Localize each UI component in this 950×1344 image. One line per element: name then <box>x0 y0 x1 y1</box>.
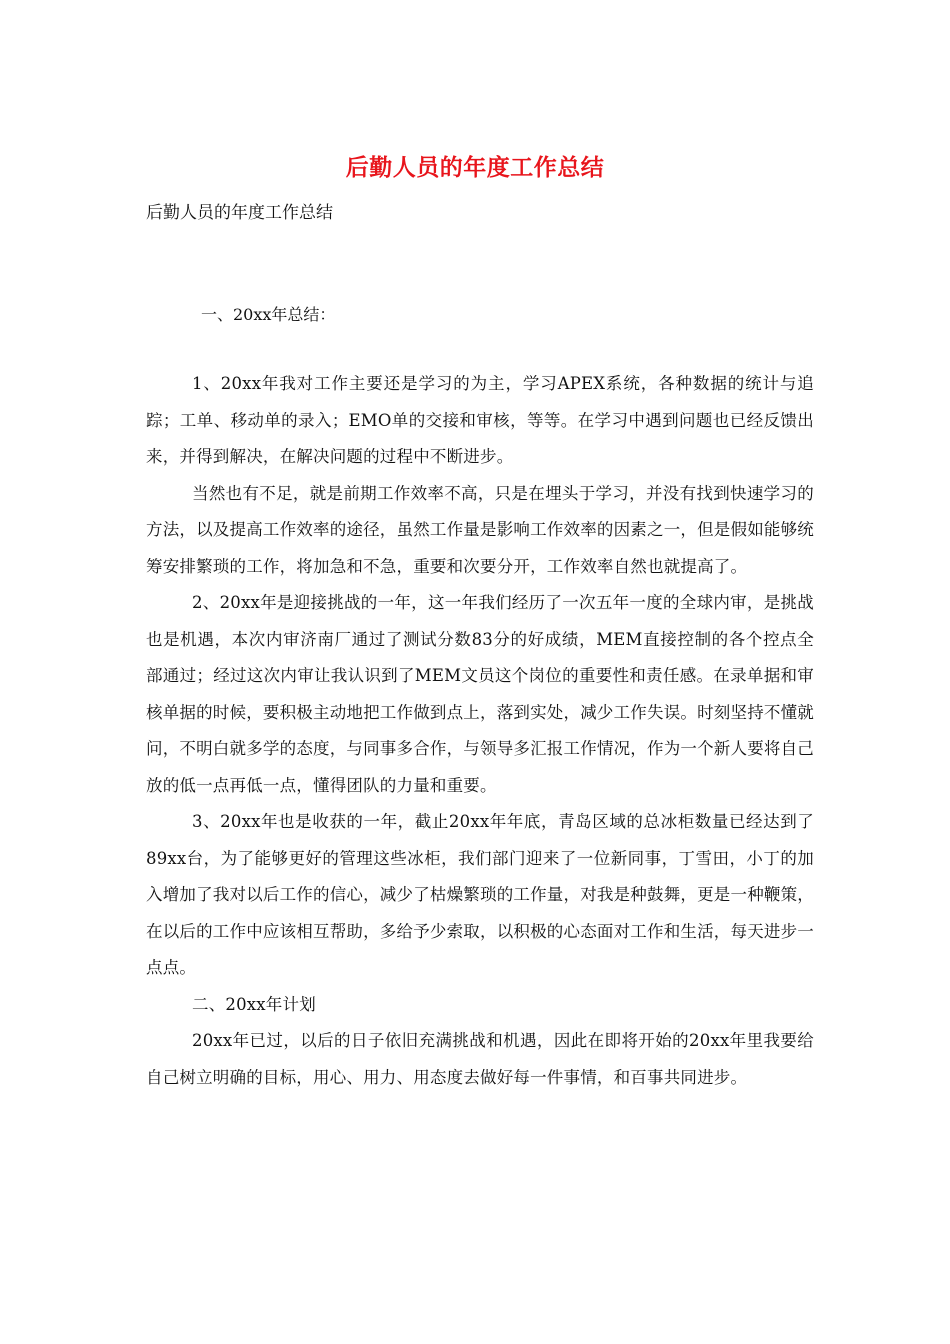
paragraph-4: 3、20xx年也是收获的一年，截止20xx年年底，青岛区域的总冰柜数量已经达到了89xx台，为了能够更好的管理这些冰柜，我们部门迎来了一位新同事，丁雪田，小丁的加入增加了我对以后工作的信心，减少了枯燥繁琐的工作量，对我是种鼓舞，更是一种鞭策，在以后的工作中应该相互帮助，多给予少索取，以积极的心态面对工作和生活，每天进步一点点。 <box>146 812 814 977</box>
paragraph-1: 1、20xx年我对工作主要还是学习的为主，学习APEX系统，各种数据的统计与追踪；工单、移动单的录入；EMO单的交接和审核，等等。在学习中遇到问题也已经反馈出来，并得到解决，在解决问题的过程中不断进步。 <box>146 374 814 466</box>
paragraph-2: 当然也有不足，就是前期工作效率不高，只是在埋头于学习，并没有找到快速学习的方法，以及提高工作效率的途径，虽然工作量是影响工作效率的因素之一，但是假如能够统筹安排繁琐的工作，将加急和不急，重要和次要分开，工作效率自然也就提高了。 <box>146 483 814 576</box>
section-heading-summary: 一、20xx年总结： <box>201 305 336 324</box>
document-title: 后勤人员的年度工作总结 <box>345 154 605 181</box>
document-subtitle: 后勤人员的年度工作总结 <box>146 203 333 223</box>
document-body <box>146 366 814 1096</box>
paragraph-3: 2、20xx年是迎接挑战的一年，这一年我们经历了一次五年一度的全球内审，是挑战也是机遇，本次内审济南厂通过了测试分数83分的好成绩，MEM直接控制的各个控点全部通过；经过这次内审让我认识到了MEM文员这个岗位的重要性和责任感。在录单据和审核单据的时候，要积极主动地把工作做到点上，落到实处，减少工作失误。时刻坚持不懂就问，不明白就多学的态度，与同事多合作，与领导多汇报工作情况，作为一个新人要将自己放的低一点再低一点，懂得团队的力量和重要。 <box>146 593 814 795</box>
section-heading-plan: 二、20xx年计划 <box>192 994 316 1014</box>
paragraph-5: 20xx年已过，以后的日子依旧充满挑战和机遇，因此在即将开始的20xx年里我要给自己树立明确的目标，用心、用力、用态度去做好每一件事情，和百事共同进步。 <box>146 1031 814 1087</box>
